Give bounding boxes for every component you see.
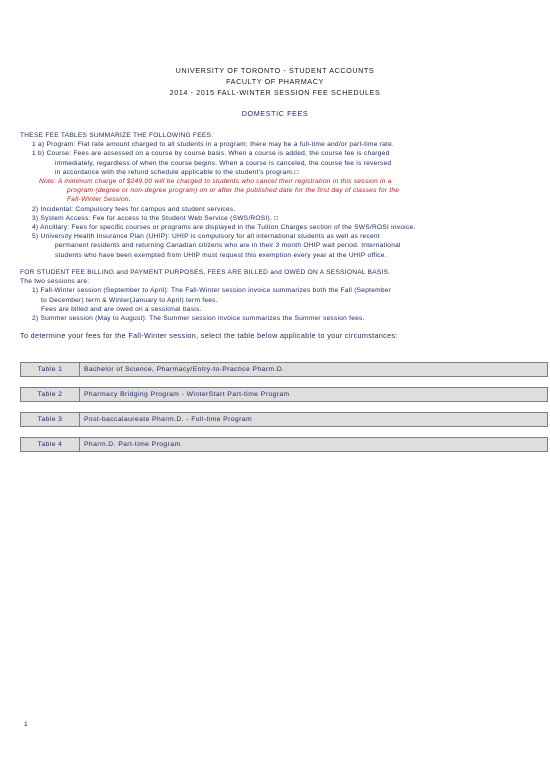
uhip-line: permanent residents and returning Canadian citizens who are in their 3 month OHIP wait period. International [55,242,401,250]
fee-table-list [20,362,548,462]
table-row[interactable] [20,387,548,402]
course-fee-line: in accordance with the refund schedule applicable to the student's program.□ [55,168,299,176]
domestic-fees-heading: DOMESTIC FEES [241,109,309,118]
ancillary-fee-line: 4) Ancillary: Fees for specific courses or programs are displayed in the Tuition Charges section of the SWS/ROSI invoice. [32,224,416,232]
summary-heading: THESE FEE TABLES SUMMARIZE THE FOLLOWING FEES: [20,132,214,139]
fee-summary-section [20,131,540,260]
table-description: Pharmacy Bridging Program - WinterStart Part-time Program [84,391,290,398]
page-number: 1 [24,721,28,728]
system-access-line: 3) System Access: Fee for access to the Student Web Service (SWS/ROSI). □ [32,214,279,222]
faculty-title: FACULTY OF PHARMACY [226,77,324,86]
university-title: UNIVERSITY OF TORONTO - STUDENT ACCOUNTS [175,66,375,75]
billing-section [20,268,540,323]
minimum-charge-note [20,177,540,186]
fall-winter-line: 1) Fall-Winter session (September to April): The Fall-Winter session invoice summarizes both the Fall (September [32,287,392,295]
table-row[interactable] [20,437,548,452]
course-fee-line: immediately, regardless of when the course begins. When a course is canceled, the course fee is reversed [55,159,392,167]
table-row[interactable] [20,412,548,427]
table-number: Table 4 [21,438,80,451]
table-row[interactable] [20,362,548,377]
minimum-charge-note: Fall-Winter Session. [67,196,131,204]
instruction-text: To determine your fees for the Fall-Winter session, select the table below applicable to your circumstances: [20,331,398,340]
table-number: Table 3 [21,413,80,426]
uhip-line: students who have been exempted from UHIP must request this exemption every year at the UHIP office. [55,251,387,259]
note-text: A minimum charge of [57,178,127,186]
session-title: 2014 - 2015 FALL-WINTER SESSION FEE SCHEDULES [169,88,381,97]
course-fee-line: 1 b) Course: Fees are assessed on a course by course basis. When a course is added, the course fee is charged [32,150,390,158]
table-description: Pharm.D. Part-time Program [84,441,181,448]
two-sessions-line: The two sessions are: [20,278,90,286]
note-label: Note: [39,178,57,186]
program-fee-line: 1 a) Program: Flat rate amount charged to all students in a program; there may be a full-time and/or part-time rate. [32,141,395,149]
note-text: will be charged to students who cancel their registration in this session in a [152,178,392,186]
table-description: Bachelor of Science, Pharmacy/Entry-to-Practice Pharm.D. [84,366,285,373]
minimum-charge-note: program (degree or non-degree program) on or after the published date for the first day of classes for the [67,187,400,195]
table-description: Post-baccalaureate Pharm.D. - Full-time Program [84,416,253,423]
incidental-fee-line: 2) Incidental: Compulsory fees for campus and student services. [32,205,236,213]
table-number: Table 2 [21,388,80,401]
fall-winter-line: to December) term & Winter(January to April) term fees. [41,296,218,304]
minimum-charge-amount: $249.00 [126,178,153,186]
billing-heading: FOR STUDENT FEE BILLING and PAYMENT PURPOSES, FEES ARE BILLED and OWED ON A SESSIONAL BASIS. [20,269,391,276]
fall-winter-line: Fees are billed and are owed on a sessional basis. [41,305,202,313]
summer-line: 2) Summer session (May to August): The Summer session invoice summarizes the Summer session fees. [32,315,365,323]
uhip-line: 5) University Health Insurance Plan (UHIP): UHIP is compulsory for all international students as well as recent [32,233,380,241]
table-number: Table 1 [21,363,80,376]
